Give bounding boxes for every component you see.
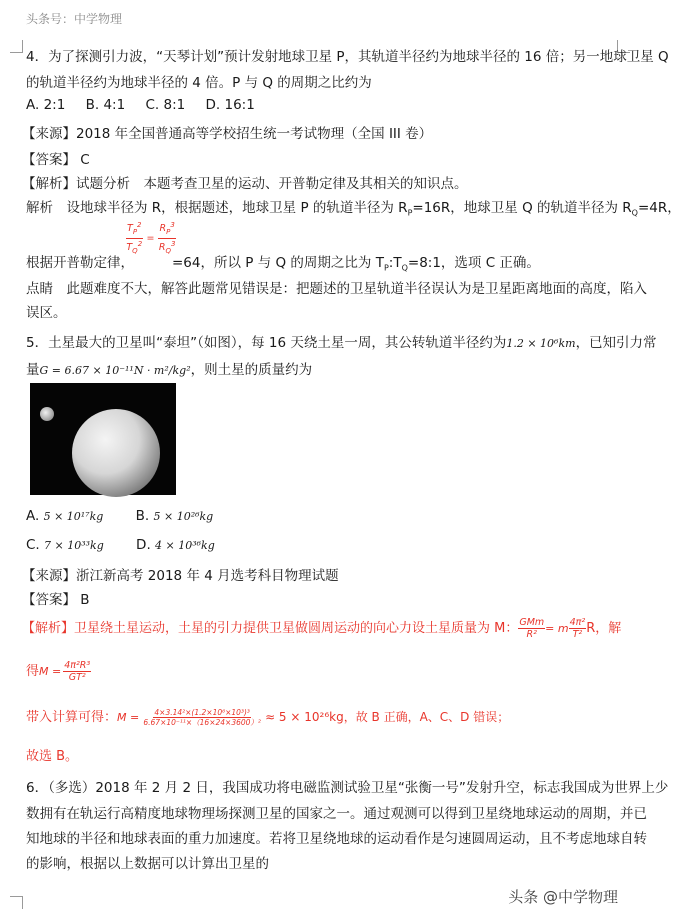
q5-explanation-line4: 故选 B。 [26,749,79,764]
q4-option-b: B. 4:1 [85,97,126,113]
q5-option-c-label: C. [26,537,40,553]
small-moon [40,407,54,421]
q5-option-c: 7 × 10³³kg [44,539,104,552]
q4-stem-line2: 的轨道半径约为地球半径的 4 倍。P 与 Q 的周期之比约为 [26,75,372,91]
q5-gravitational-constant: G = 6.67 × 10⁻¹¹N · m²/kg² [39,364,191,377]
q5-exp3-eq: M = [117,711,140,724]
crop-mark-top-left [10,40,23,53]
q5-answer: 【答案】 B [22,592,90,608]
q4-option-d: D. 16:1 [205,97,255,113]
q5-explanation-line1: 【解析】卫星绕土星运动，土星的引力提供卫星做圆周运动的向心力设土星质量为 M： $\frac{\text{GMm}}{\text{R²}}$ = m $\frac{\text{4π²}}{\text{T²}}$ R，解 [22,617,622,640]
large-moon [72,409,160,497]
q5-option-a: 5 × 10¹⁷kg [43,510,104,523]
q5-exp-text2: 得 [26,664,40,679]
q5-stem-text-c: ，已知引力常 [575,335,657,351]
q6-line1: 6．（多选）2018 年 2 月 2 日，我国成功将电磁监测试验卫星“张衡一号”发射升空，标志我国成为世界上少 [26,780,669,796]
q5-explanation-line2: 得M = $\frac{\text{4π²R³}}{\text{GT²}}$ [26,660,91,683]
q4-analysis-line1: 解析 设地球半径为 R，根据题述，地球卫星 P 的轨道半径为 $R_P=16R$，地球卫星 Q 的轨道半径为 $R_Q=4R$， [26,200,681,218]
header-source: 头条号：中学物理 [26,12,123,26]
q5-stem-line2 [26,358,312,378]
q5-explanation-line3 [26,706,509,727]
crop-mark-bottom-left [10,896,23,909]
q5-exp-end: R，解 [586,621,622,636]
q4-analysis-text-b: =16R，地球卫星 Q 的轨道半径为 R [412,200,632,216]
q5-exp3-denominator: 6.67×10⁻¹¹×（16×24×3600）² [143,718,261,727]
q4-kepler-fraction: $\frac{T_P^2}{T_Q^2}$ = $\frac{R_P^3}{R_Q^3}$ [126,221,176,256]
q4-option-c: C. 8:1 [145,97,186,113]
q5-stem-text-2c: ，则土星的质量约为 [190,362,313,378]
q5-options-row2 [26,537,215,553]
q6-line4: 的影响，根据以上数据可以计算出卫星的 [26,856,269,872]
q4-comment-line1: 点睛 此题难度不大，解答此题常见错误是：把题述的卫星轨道半径误认为是卫星距离地面的高度，陷入 [26,281,647,297]
q5-option-b-label: B. [135,508,150,524]
q6-line3: 知地球的半径和地球表面的重力加速度。若将卫星绕地球的运动看作是匀速圆周运动，且不考虑地球自转 [26,831,647,847]
q4-analysis-text-2b: =64，所以 P 与 Q 的周期之比为 T [172,255,384,271]
q4-answer: 【答案】 C [22,152,90,168]
q4-analysis-title: 【解析】试题分析 本题考查卫星的运动、开普勒定律及其相关的知识点。 [22,176,468,192]
q5-exp3-result: ≈ 5 × 10²⁶kg，故 B 正确，A、C、D 错误； [265,710,510,724]
saturn-titan-photo [30,383,176,495]
q5-option-d: 4 × 10³⁶kg [155,539,215,552]
q4-analysis-line2: 根据开普勒定律， =64，所以 P 与 Q 的周期之比为 $T_P:T_Q=8:1$，选项 C 正确。 [26,255,540,273]
q4-analysis-text-2a: 根据开普勒定律， [26,255,134,271]
q5-orbit-radius: 1.2 × 10⁶km [506,337,576,350]
q5-exp-eq: = m [545,622,569,635]
q5-stem-text: 5．土星最大的卫星叫“泰坦”（如图），每 16 天绕土星一周，其公转轨道半径约为 [26,335,507,351]
q5-option-d-label: D. [136,537,151,553]
q4-option-a: A. 2:1 [26,97,66,113]
q5-exp2-eq: M = [39,665,62,678]
q5-exp3-numerator: 4×3.14²×(1.2×10⁶×10³)³ [154,708,250,717]
q5-exp-text3: 带入计算可得： [26,710,118,725]
q4-stem-line1: 4．为了探测引力波，“天琴计划”预计发射地球卫星 P，其轨道半径约为地球半径的 16 倍；另一地球卫星 Q [26,49,669,65]
watermark: 头条 @中学物理 [508,888,618,906]
q4-options [26,97,255,113]
q4-analysis-text-c: =4R， [637,200,681,216]
q5-stem-line1 [26,331,657,351]
titan-image [30,383,176,495]
q4-source: 【来源】2018 年全国普通高等学校招生统一考试物理（全国 III 卷） [22,126,433,142]
q5-stem-text-2a: 量 [26,362,40,378]
q5-source: 【来源】浙江新高考 2018 年 4 月选考科目物理试题 [22,568,339,584]
q4-analysis-text: 解析 设地球半径为 R，根据题述，地球卫星 P 的轨道半径为 R [26,200,408,216]
q4-analysis-text-2c: =8:1，选项 C 正确。 [407,255,540,271]
q4-comment-line2: 误区。 [26,305,67,321]
q5-exp-text1: 【解析】卫星绕土星运动，土星的引力提供卫星做圆周运动的向心力设土星质量为 M： [22,621,519,636]
q6-line2: 数拥有在轨运行高精度地球物理场探测卫星的国家之一。通过观测可以得到卫星绕地球运动的周期，并已 [26,806,647,822]
q5-options-row1 [26,508,213,524]
q5-option-b: 5 × 10²⁶kg [153,510,214,523]
q5-option-a-label: A. [26,508,40,524]
